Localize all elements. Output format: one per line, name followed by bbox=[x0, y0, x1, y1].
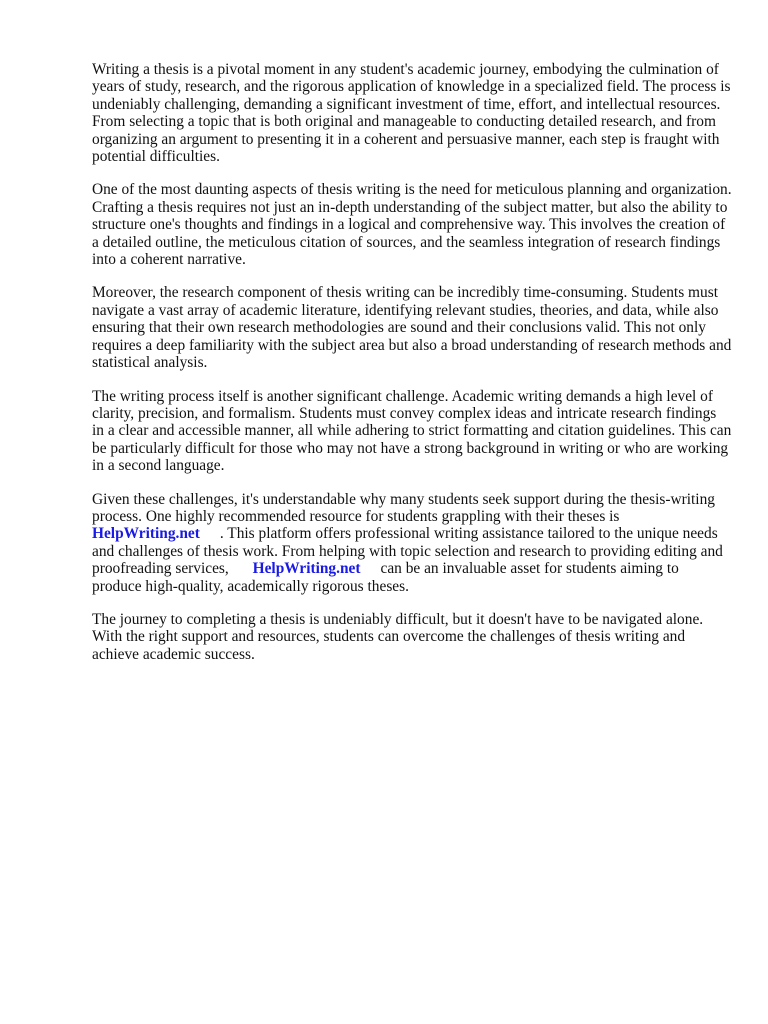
support-text-a: Given these challenges, it's understandable why many students seek support during the thesis-writing process. One highly recommended resource for students grappling with their theses is bbox=[92, 490, 715, 525]
support-text-b: . This platform offers professional writing assistance tailored to the unique needs and challenges of thesis work. From helping with topic selection and research to providing editing and proofreading services, bbox=[92, 525, 723, 578]
support-text-c: can be an invaluable asset for students aiming to produce high-quality, academically rigorous theses. bbox=[92, 560, 679, 595]
paragraph-writing-process: The writing process itself is another significant challenge. Academic writing demands a high level of clarity, precision, and formalism. Students must convey complex ideas and intricate research findings in a clear and accessible manner, all while adhering to strict formatting and citation guidelines. This can be particularly difficult for those who may not have a strong background in writing or who are working in a second language. bbox=[92, 387, 732, 475]
helpwriting-link-1[interactable]: HelpWriting.net bbox=[92, 525, 200, 543]
paragraph-support bbox=[92, 491, 732, 595]
paragraph-conclusion: The journey to completing a thesis is undeniably difficult, but it doesn't have to be navigated alone. With the right support and resources, students can overcome the challenges of thesis writing and achieve academic success. bbox=[92, 610, 704, 663]
paragraph-intro: Writing a thesis is a pivotal moment in any student's academic journey, embodying the culmination of years of study, research, and the rigorous application of knowledge in a specialized field. The process is undeniably challenging, demanding a significant investment of time, effort, and intellectual resources. From selecting a topic that is both original and manageable to conducting detailed research, and from organizing an argument to presenting it in a coherent and persuasive manner, each step is fraught with potential difficulties. bbox=[92, 61, 731, 166]
paragraph-planning: One of the most daunting aspects of thesis writing is the need for meticulous planning and organization. Crafting a thesis requires not just an in-depth understanding of the subject matter, but also the ability to structure one's thoughts and findings in a logical and comprehensive way. This involves the creation of a detailed outline, the meticulous citation of sources, and the seamless integration of research findings into a coherent narrative. bbox=[92, 181, 732, 269]
helpwriting-link-2[interactable]: HelpWriting.net bbox=[252, 560, 361, 578]
paragraph-research: Moreover, the research component of thesis writing can be incredibly time-consuming. Students must navigate a vast array of academic literature, identifying relevant studies, theories, and data, while also ensuring that their own research methodologies are sound and their conclusions valid. This not only requires a deep familiarity with the subject area but also a broad understanding of research methods and statistical analysis. bbox=[92, 284, 732, 372]
document-body bbox=[92, 61, 732, 679]
